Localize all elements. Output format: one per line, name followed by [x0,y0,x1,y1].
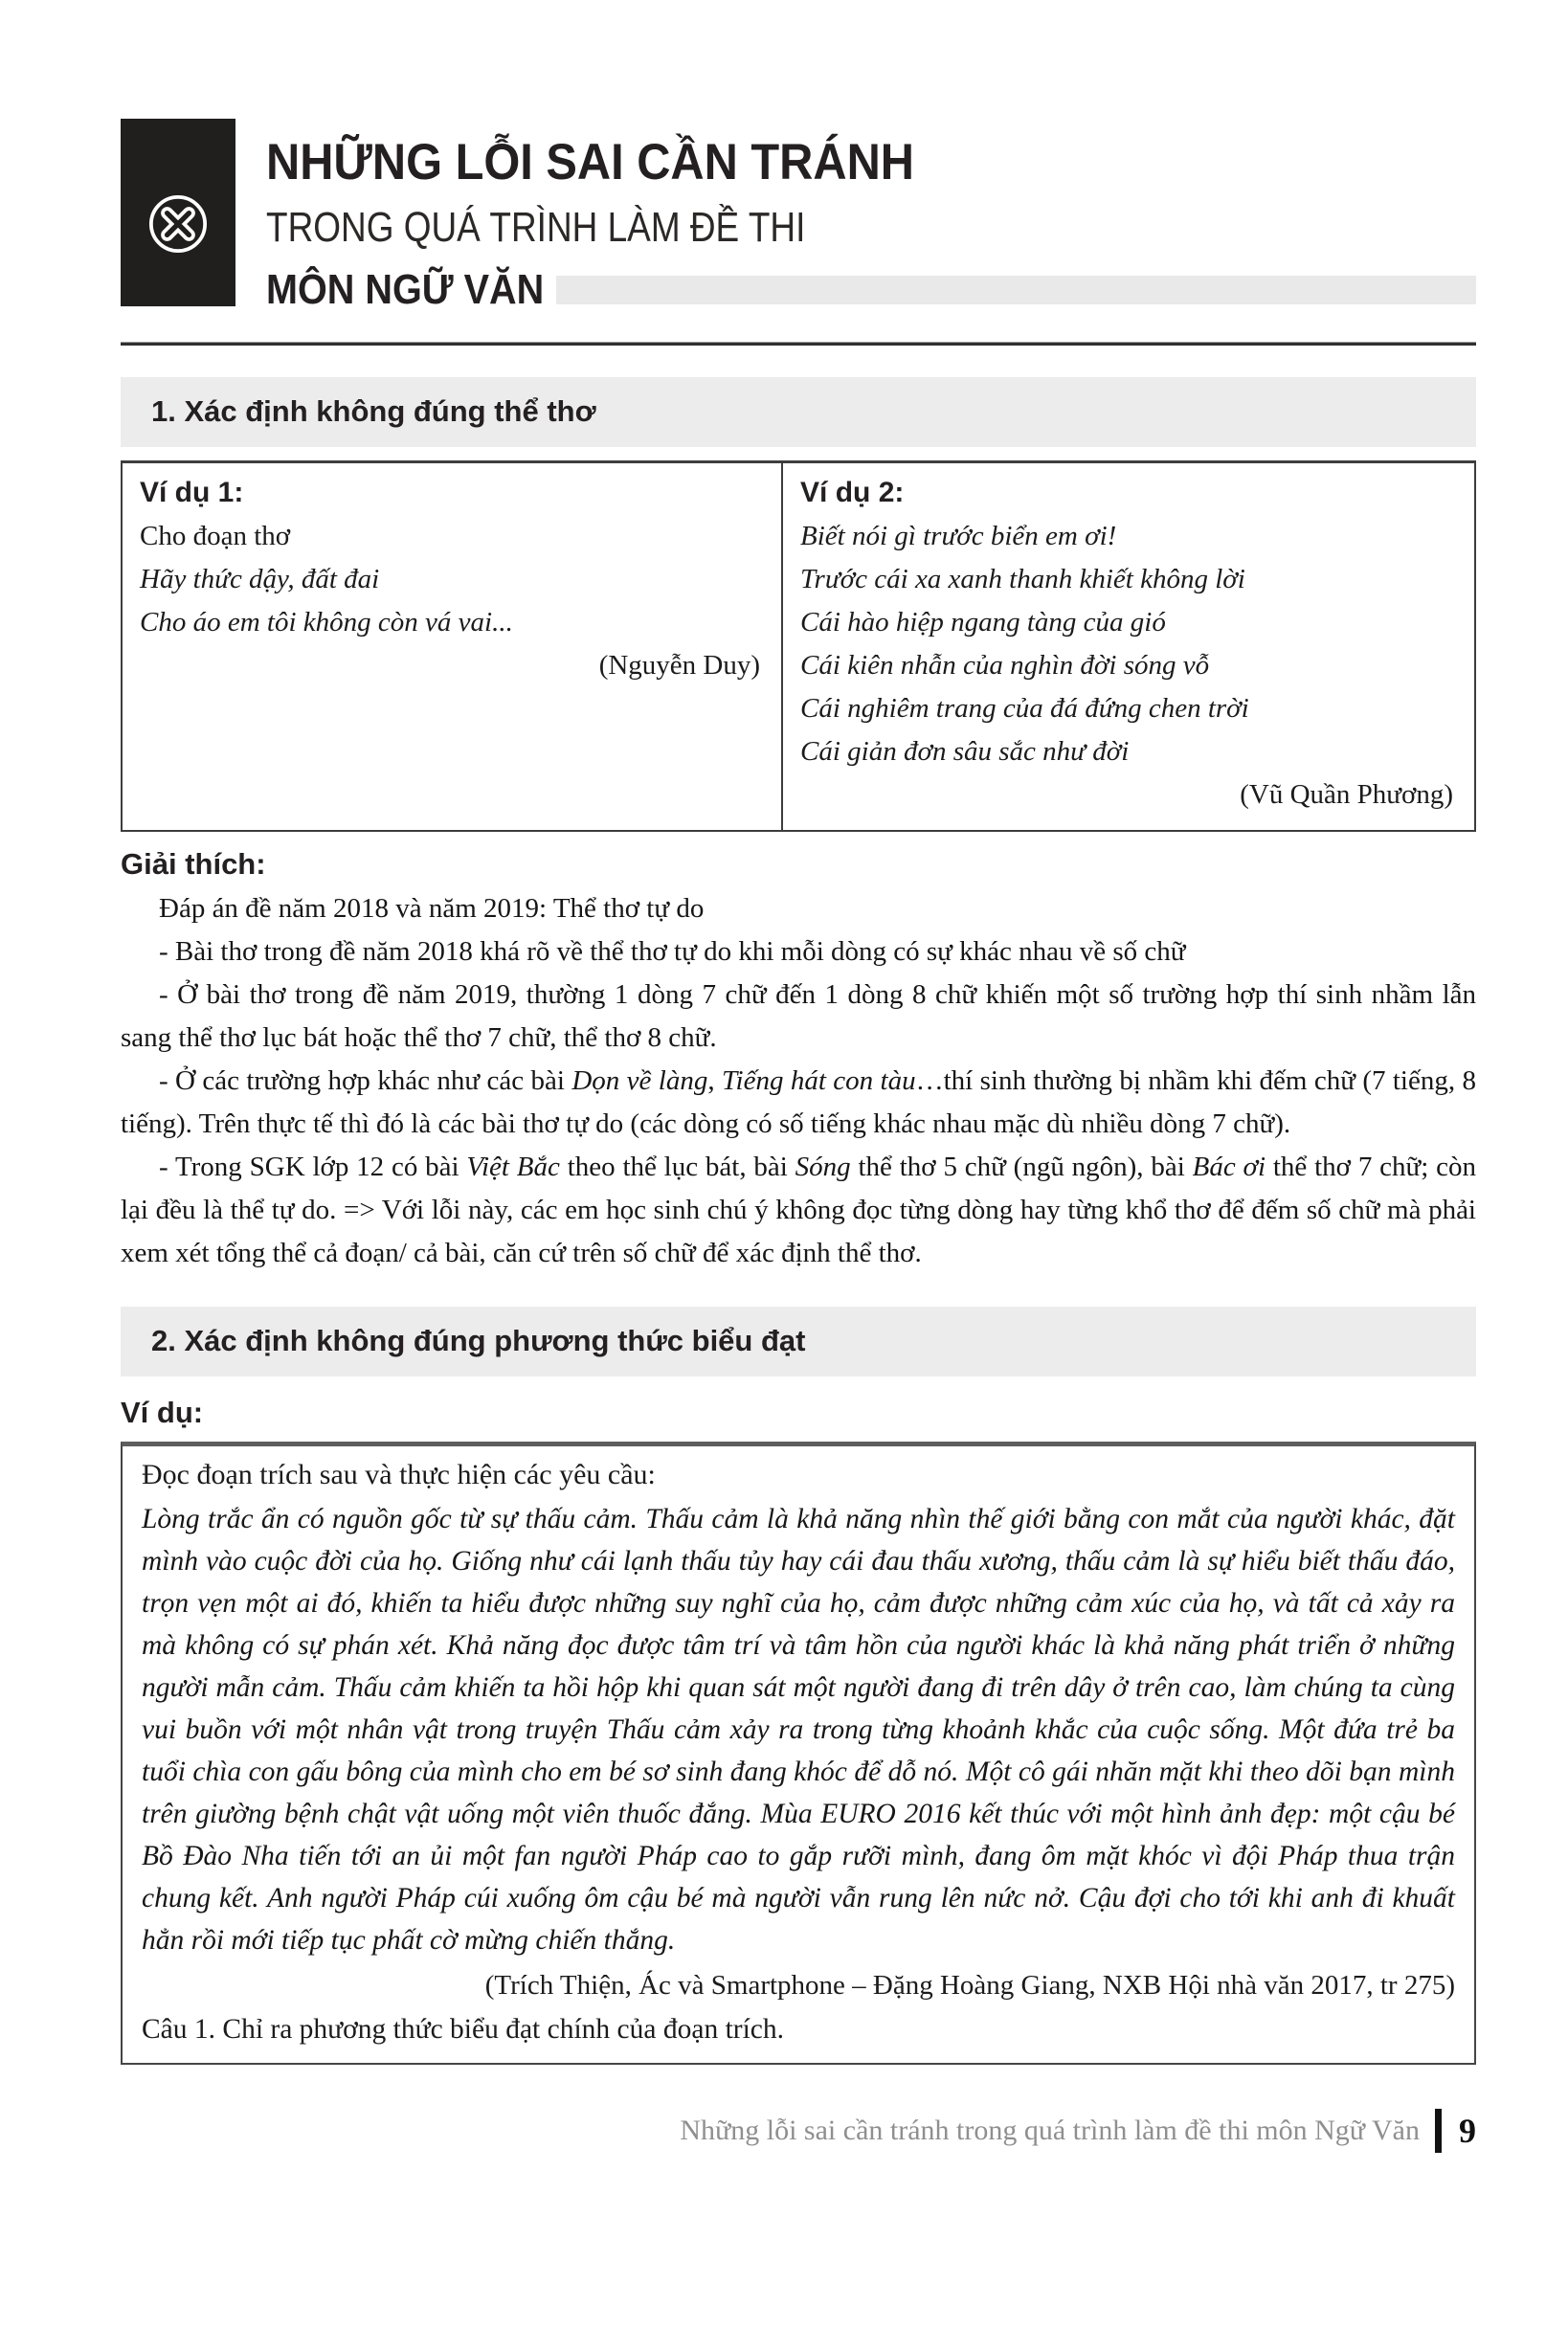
excerpt-credit: (Trích Thiện, Ác và Smartphone – Đặng Hoàng Giang, NXB Hội nhà văn 2017, tr 275) [484,1970,1455,2002]
example2-cell [782,462,1475,832]
poem-line: Cái hào hiệp ngang tàng của gió [800,607,1166,638]
poem-line: Trước cái xa xanh thanh khiết không lời [800,564,1245,595]
header-text [266,119,1476,314]
header [121,119,1476,314]
examples-table [121,460,1476,832]
excerpt-passage: Lòng trắc ẩn có nguồn gốc từ sự thấu cảm. Thấu cảm là khả năng nhìn thế giới bằng con mắt của người khác, đặt mình vào cuộc đời của họ. Giống như cái lạnh thấu tủy hay cái đau thấu xương, thấu cảm là sự hiểu biết thấu đáo, trọn vẹn một ai đó, khiến ta hiểu được những suy nghĩ của họ, cảm được những cảm xúc của họ, và tất cả xảy ra mà không có sự phán xét. Khả năng đọc được tâm trí và tâm hồn của người khác là khả năng phát triển ở những người mẫn cảm. Thấu cảm khiến ta hồi hộp khi quan sát một người đang đi trên dây ở trên cao, làm chúng ta cùng vui buồn với một nhân vật trong truyện Thấu cảm xảy ra trong từng khoảnh khắc của cuộc sống. Một đứa trẻ ba tuổi chìa con gấu bông của mình cho em bé sơ sinh đang khóc để dỗ nó. Một cô gái nhăn mặt khi theo dõi bạn mình trên giường bệnh chật vật uống một viên thuốc đắng. Mùa EURO 2016 kết thúc với một hình ảnh đẹp: một cậu bé Bồ Đào Nha tiến tới an ủi một fan người Pháp cao to gắp rưỡi mình, đang ôm mặt khóc vì đội Pháp thua trận chung kết. Anh người Pháp cúi xuống ôm cậu bé mà người vẫn rung lên nức nở. Cậu đợi cho tới khi anh đi khuất hẳn rồi mới tiếp tục phất cờ mừng chiến thắng. [142,1504,1455,1957]
poem-line: Cho áo em tôi không còn vá vai... [140,607,513,638]
poem-line: Cái kiên nhẫn của nghìn đời sóng vỗ [800,650,1210,682]
explain-heading: Giải thích: [121,847,266,882]
poem-intro: Cho đoạn thơ [140,521,291,552]
circled-x-icon [142,188,214,260]
poem-credit: (Nguyễn Duy) [598,650,761,682]
excerpt-box [121,1442,1476,2065]
example1-label: Ví dụ 1: [140,477,244,509]
explanation-paragraph: - Ở bài thơ trong đề năm 2019, thường 1 dòng 7 chữ đến 1 dòng 8 chữ khiến một số trường hợp thí sinh nhầm lẫn sang thể thơ lục bát hoặc thể thơ 7 chữ, thể thơ 8 chữ. [121,979,1476,1054]
page [0,119,1568,2350]
footer-separator [1435,2109,1442,2153]
section1-heading: 1. Xác định không đúng thể thơ [121,377,1476,447]
explanation-paragraph: Đáp án đề năm 2018 và năm 2019: Thể thơ tự do [159,893,705,925]
example-label: Ví dụ: [121,1396,204,1430]
header-subject-row [266,266,1476,315]
poem-line: Hãy thức dậy, đất đai [140,564,380,595]
page-title: NHỮNG LỖI SAI CẦN TRÁNH [266,134,915,190]
footer-title: Những lỗi sai cần tránh trong quá trình làm đề thi môn Ngữ Văn [680,2115,1420,2147]
example2-label: Ví dụ 2: [800,477,905,509]
excerpt-question: Câu 1. Chỉ ra phương thức biểu đạt chính của đoạn trích. [142,2014,785,2046]
poem-credit: (Vũ Quần Phương) [1240,779,1453,811]
explanation-paragraph: - Trong SGK lớp 12 có bài Việt Bắc theo thể lục bát, bài Sóng thể thơ 5 chữ (ngũ ngôn), bài Bác ơi thể thơ 7 chữ; còn lại đều là thể tự do. => Với lỗi này, các em học sinh chú ý không đọc từng dòng hay từng khổ thơ để đếm số chữ mà phải xem xét tổng thể cả đoạn/ cả bài, căn cứ trên số chữ để xác định thể thơ. [121,1152,1476,1269]
excerpt-intro: Đọc đoạn trích sau và thực hiện các yêu cầu: [142,1459,656,1491]
footer [121,2109,1476,2153]
header-subject: MÔN NGỮ VĂN [266,265,545,313]
section2-heading: 2. Xác định không đúng phương thức biểu đạt [121,1307,1476,1376]
page-number: 9 [1459,2112,1476,2151]
header-icon-box [121,119,235,306]
explanation-paragraph: - Ở các trường hợp khác như các bài Dọn về làng, Tiếng hát con tàu…thí sinh thường bị nhầm khi đếm chữ (7 tiếng, 8 tiếng). Trên thực tế thì đó là các bài thơ tự do (các dòng có số tiếng khác nhau mặc dù nhiều dòng 7 chữ). [121,1065,1476,1140]
poem-line: Cái giản đơn sâu sắc như đời [800,736,1130,768]
example1-cell [122,462,782,832]
explanation [121,887,1476,1275]
poem-line: Cái nghiêm trang của đá đứng chen trời [800,693,1249,725]
explanation-paragraph: - Bài thơ trong đề năm 2018 khá rõ về thể thơ tự do khi mỗi dòng có sự khác nhau về số chữ [159,936,1186,968]
header-subject-bar [556,276,1476,304]
header-rule [121,342,1476,346]
page-subtitle: TRONG QUÁ TRÌNH LÀM ĐỀ THI [266,203,806,251]
poem-line: Biết nói gì trước biển em ơi! [800,521,1117,552]
